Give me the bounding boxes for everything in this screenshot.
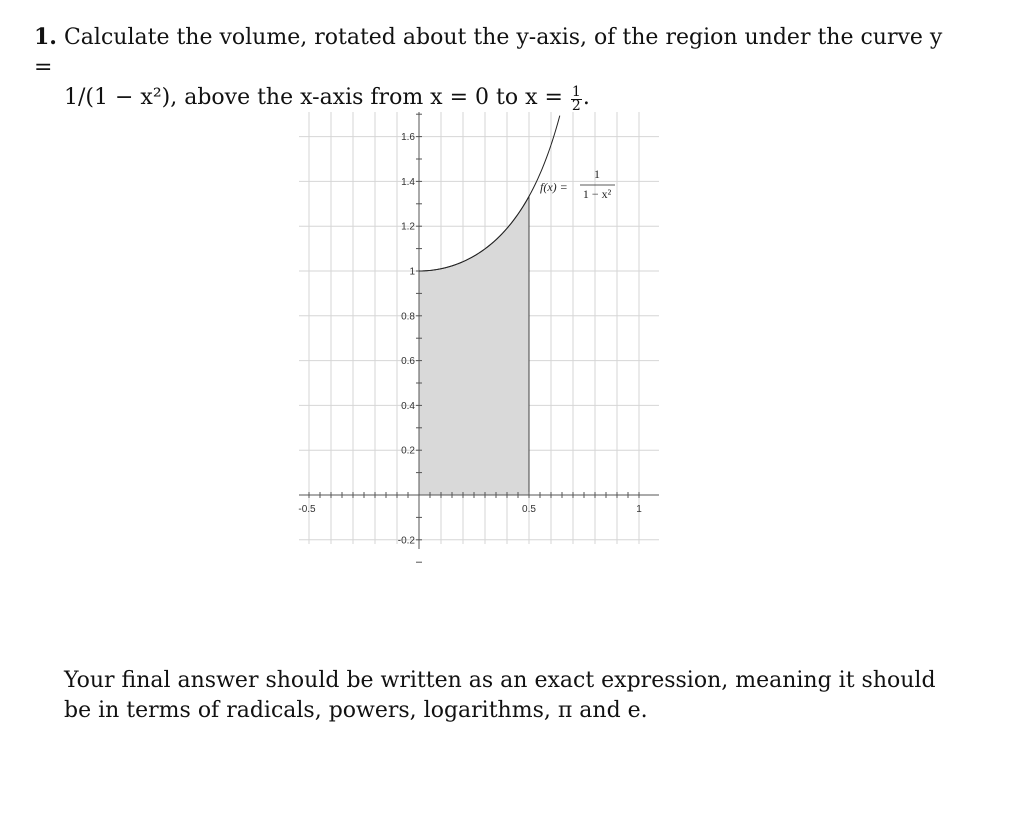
x-tick-label: -0.5 <box>298 504 316 515</box>
y-tick-label: 0.6 <box>401 356 415 368</box>
answer-instructions: Your final answer should be written as an exact expression, meaning it should be in terms of radicals, powers, logarithms, π and e. <box>64 668 936 723</box>
problem-line2-prefix: 1/(1 − x²), above the x-axis from x = 0 to x = <box>64 85 563 110</box>
problem-number: 1. <box>34 24 57 50</box>
shaded-region <box>419 196 529 495</box>
fraction-one-half <box>571 86 582 113</box>
problem-text-line2 <box>34 83 964 113</box>
y-tick-label: -0.2 <box>397 535 415 547</box>
curve-label-denominator: 1 − x² <box>582 187 612 201</box>
y-tick-label: 1 <box>409 266 415 278</box>
y-tick-label: 0.4 <box>401 400 415 412</box>
fraction-numerator: 1 <box>571 84 581 101</box>
y-tick-label: 1.6 <box>401 132 415 144</box>
y-tick-label: 0.8 <box>401 311 415 323</box>
function-graph <box>290 112 670 582</box>
fraction-denominator: 2 <box>571 98 581 115</box>
y-tick-label: 1.4 <box>401 176 415 188</box>
problem-end: . <box>582 85 590 110</box>
curve-label-numerator: 1 <box>594 167 600 181</box>
problem-statement <box>34 22 964 113</box>
x-tick-label: 0.5 <box>522 504 536 515</box>
curve-label-lhs: f(x) = <box>540 180 568 194</box>
x-tick-label: 1 <box>636 504 642 515</box>
y-tick-label: 0.2 <box>401 445 415 457</box>
problem-text-line1: Calculate the volume, rotated about the y-axis, of the region under the curve y = <box>34 25 943 80</box>
y-tick-label: 1.2 <box>401 221 415 233</box>
